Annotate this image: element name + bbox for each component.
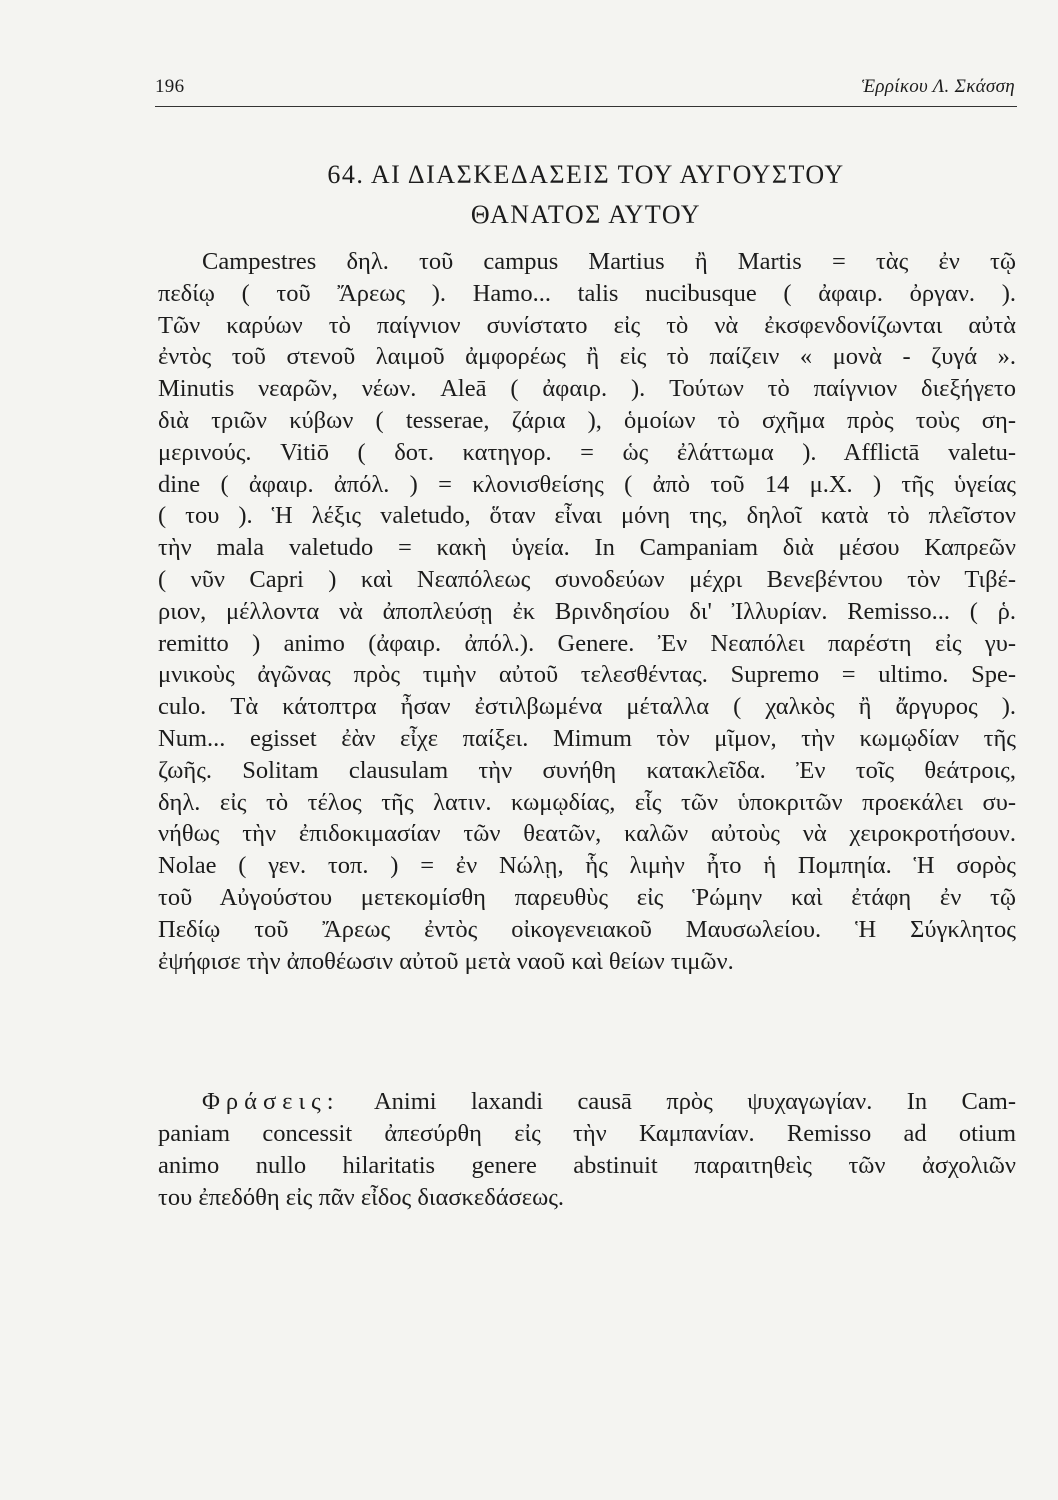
text-line: ζωῆς. Solitam clausulam τὴν συνήθη κατακλεῖδα. Ἐν τοῖς θεάτροις,: [158, 756, 1016, 784]
text-line: Nolae ( γεν. τοπ. ) = ἐν Νώλῃ, ἧς λιμὴν ἦτο ἡ Πομπηία. Ἡ σορὸς: [158, 852, 1016, 880]
page-number: 196: [155, 76, 185, 97]
text-line: ( νῦν Capri ) καὶ Νεαπόλεως συνοδεύων μέχρι Βενεβέντου τὸν Τιβέ-: [158, 565, 1016, 593]
phrases-label: Φράσεις:: [202, 1088, 340, 1115]
text-line: πεδίῳ ( τοῦ Ἄρεως ). Hamo... talis nucibusque ( ἀφαιρ. ὀργαν. ).: [158, 279, 1016, 307]
phrases-paragraph: [158, 1086, 1016, 1214]
running-head: Ἑρρίκου Λ. Σκάσση: [861, 76, 1015, 97]
text-line: remitto ) animo (ἀφαιρ. ἀπόλ.). Genere. Ἐν Νεαπόλει παρέστη εἰς γυ-: [158, 629, 1016, 657]
text-line: μνικοὺς ἀγῶνας πρὸς τιμὴν αὐτοῦ τελεσθέντας. Supremo = ultimo. Spe-: [158, 661, 1016, 689]
text-line: Campestres δηλ. τοῦ campus Martius ἢ Martis = τὰς ἐν τῷ: [202, 248, 1016, 275]
text-line: animo nullo hilaritatis genere abstinuit παραιτηθεὶς τῶν ἀσχολιῶν: [158, 1152, 1016, 1179]
header-rule: [155, 106, 1017, 107]
text-line: του ἐπεδόθη εἰς πᾶν εἶδος διασκεδάσεως.: [158, 1184, 565, 1211]
text-line: τὴν mala valetudo = κακὴ ὑγεία. In Campaniam διὰ μέσου Καπρεῶν: [158, 534, 1016, 562]
text-line: ἐντὸς τοῦ στενοῦ λαιμοῦ ἀμφορέως ἢ εἰς τὸ παίζειν « μονὰ - ζυγά ».: [158, 343, 1016, 371]
text-line: Num... egisset ἐὰν εἶχε παίξει. Mimum τὸν μῖμον, τὴν κωμῳδίαν τῆς: [158, 724, 1016, 752]
text-line: ( του ). Ἡ λέξις valetudo, ὅταν εἶναι μόνη της, δηλοῖ κατὰ τὸ πλεῖστον: [158, 502, 1016, 530]
text-line: νήθως τὴν ἐπιδοκιμασίαν τῶν θεατῶν, καλῶν αὐτοὺς νὰ χειροκροτήσουν.: [158, 820, 1016, 848]
text-line: Minutis νεαρῶν, νέων. Aleā ( ἀφαιρ. ). Τούτων τὸ παίγνιον διεξήγετο: [158, 375, 1016, 403]
commentary-paragraph: [158, 246, 1016, 977]
text-line: μερινούς. Vitiō ( δοτ. κατηγορ. = ὡς ἐλάττωμα ). Afflictā valetu-: [158, 438, 1016, 466]
text-line: τοῦ Αὐγούστου μετεκομίσθη παρευθὺς εἰς Ῥώμην καὶ ἐτάφη ἐν τῷ: [158, 883, 1016, 911]
text-line: Τῶν καρύων τὸ παίγνιον συνίστατο εἰς τὸ νὰ ἐκσφενδονίζωνται αὐτὰ: [158, 311, 1016, 339]
text-line: culo. Τὰ κάτοπτρα ἦσαν ἐστιλβωμένα μέταλλα ( χαλκὸς ἢ ἄργυρος ).: [158, 693, 1016, 721]
page-header: [155, 76, 1015, 104]
text-line: ἐψήφισε τὴν ἀποθέωσιν αὐτοῦ μετὰ ναοῦ καὶ θείων τιμῶν.: [158, 947, 734, 975]
text-line: Πεδίῳ τοῦ Ἄρεως ἐντὸς οἰκογενειακοῦ Μαυσωλείου. Ἡ Σύγκλητος: [158, 915, 1016, 943]
section-title-line-1: 64. ΑΙ ΔΙΑΣΚΕΔΑΣΕΙΣ ΤΟΥ ΑΥΓΟΥΣΤΟΥ: [327, 160, 845, 189]
text-line: paniam concessit ἀπεσύρθη εἰς τὴν Καμπανίαν. Remisso ad otium: [158, 1120, 1016, 1147]
text-line: [158, 1086, 1016, 1118]
text-line: δηλ. εἰς τὸ τέλος τῆς λατιν. κωμῳδίας, εἷς τῶν ὑποκριτῶν προεκάλει συ-: [158, 788, 1016, 816]
text-line: dine ( ἀφαιρ. ἀπόλ. ) = κλονισθείσης ( ἀπὸ τοῦ 14 μ.Χ. ) τῆς ὑγείας: [158, 470, 1016, 498]
phrases-text: Animi laxandi causā πρὸς ψυχαγωγίαν. In Cam-: [339, 1088, 1016, 1115]
text-line: ριον, μέλλοντα νὰ ἀποπλεύσῃ ἐκ Βρινδησίου δι' Ἰλλυρίαν. Remisso... ( ῥ.: [158, 597, 1016, 625]
text-line: διὰ τριῶν κύβων ( tesserae, ζάρια ), ὁμοίων τὸ σχῆμα πρὸς τοὺς ση-: [158, 406, 1016, 434]
section-title-line-2: ΘΑΝΑΤΟΣ ΑΥΤΟΥ: [470, 200, 702, 229]
